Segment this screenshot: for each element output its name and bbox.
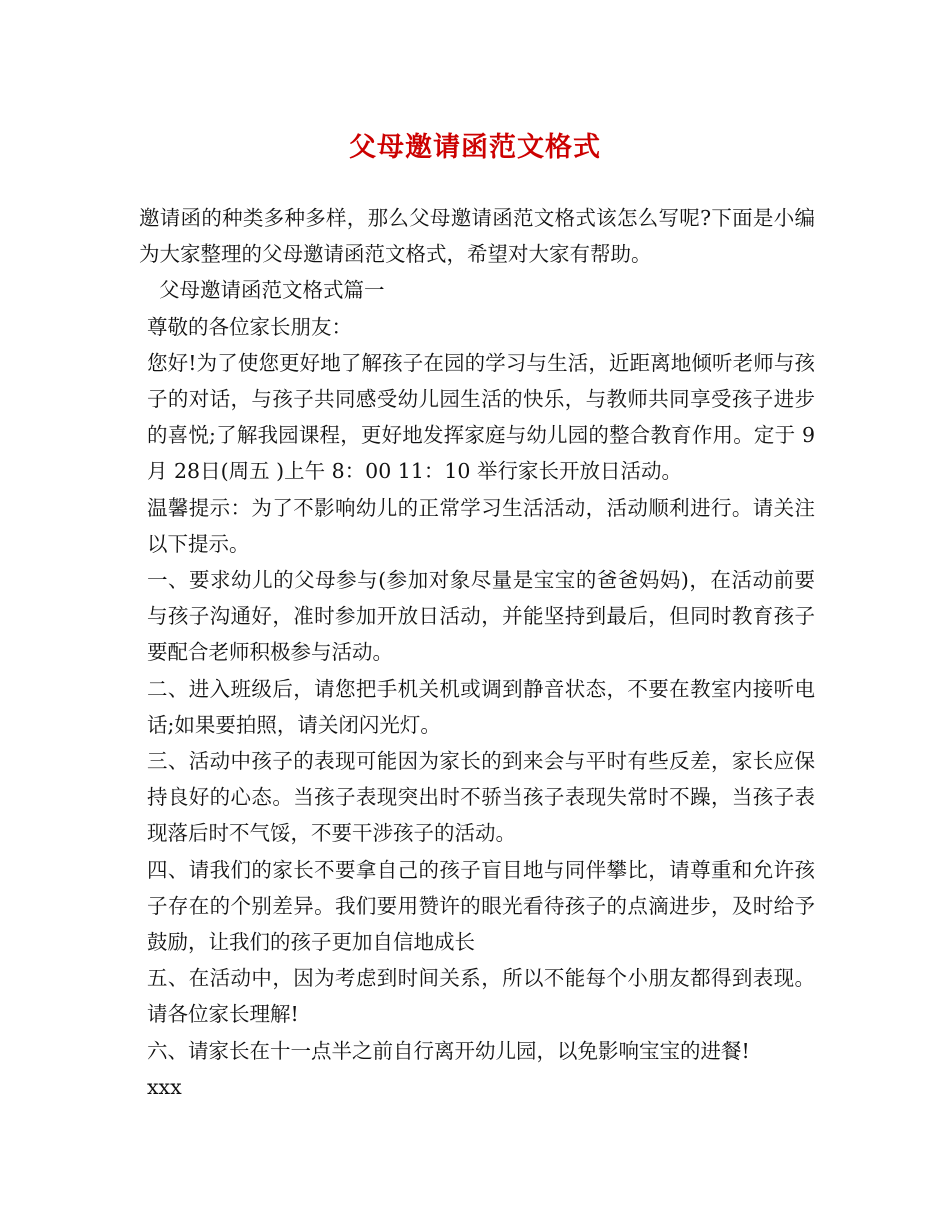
document-title: 父母邀请函范文格式 <box>349 132 601 163</box>
list-item-6: 六、请家长在十一点半之前自行离开幼儿园，以免影响宝宝的进餐! <box>147 1038 750 1063</box>
salutation: 尊敬的各位家长朋友： <box>147 314 352 339</box>
section-heading: 父母邀请函范文格式篇一 <box>159 278 385 303</box>
list-item-5: 五、在活动中，因为考虑到时间关系，所以不能每个小朋友都得到表现。请各位家长理解! <box>147 966 815 1027</box>
intro-paragraph: 邀请函的种类多种多样，那么父母邀请函范文格式该怎么写呢?下面是小编为大家整理的父母邀请函范文格式，希望对大家有帮助。 <box>139 206 815 267</box>
list-item-2: 二、进入班级后，请您把手机关机或调到静音状态，不要在教室内接听电话;如果要拍照，请关闭闪光灯。 <box>147 676 815 737</box>
signature: xxx <box>147 1074 182 1099</box>
list-item-1: 一、要求幼儿的父母参与(参加对象尽量是宝宝的爸爸妈妈)，在活动前要与孩子沟通好，准时参加开放日活动，并能坚持到最后，但同时教育孩子要配合老师积极参与活动。 <box>147 568 815 665</box>
list-item-4: 四、请我们的家长不要拿自己的孩子盲目地与同伴攀比，请尊重和允许孩子存在的个别差异。我们要用赞许的眼光看待孩子的点滴进步，及时给予鼓励，让我们的孩子更加自信地成长 <box>147 857 815 955</box>
list-item-3: 三、活动中孩子的表现可能因为家长的到来会与平时有些反差，家长应保持良好的心态。当孩子表现突出时不骄当孩子表现失常时不躁，当孩子表现落后时不气馁，不要干涉孩子的活动。 <box>147 749 815 846</box>
document-body <box>139 200 815 1105</box>
reminder-paragraph: 温馨提示：为了不影响幼儿的正常学习生活活动，活动顺利进行。请关注以下提示。 <box>147 495 815 556</box>
body-paragraph: 您好!为了使您更好地了解孩子在园的学习与生活，近距离地倾听老师与孩子的对话，与孩子共同感受幼儿园生活的快乐，与教师共同享受孩子进步的喜悦;了解我园课程，更好地发挥家庭与幼儿园的整合教育作用。定于 9月 28日(周五 )上午 8：00 11：10 举行家长开放日活动。 <box>147 350 815 484</box>
